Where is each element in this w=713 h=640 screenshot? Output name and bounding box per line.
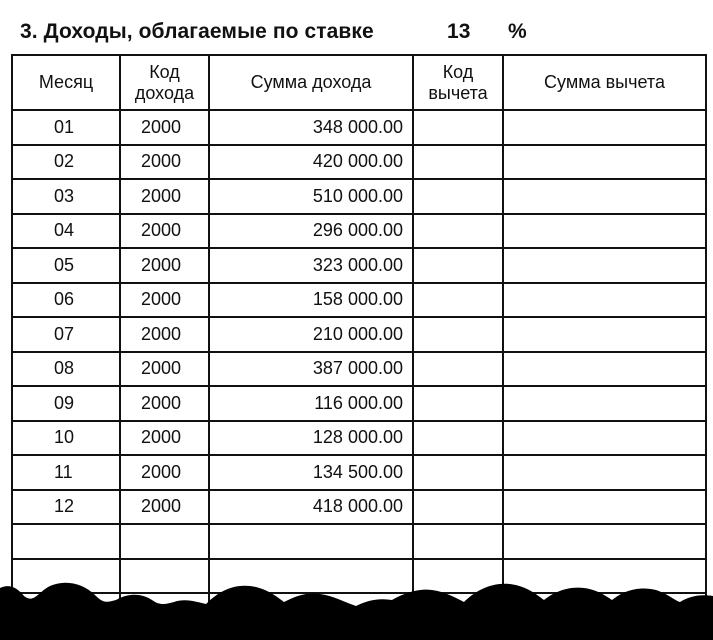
- cell-deduction-code: [413, 421, 503, 456]
- income-table: [11, 54, 707, 629]
- cell-month: 02: [12, 145, 120, 180]
- cell-month: 07: [12, 317, 120, 352]
- cell-month: 01: [12, 110, 120, 145]
- cell-deduction-code: [413, 317, 503, 352]
- section-title-text: 3. Доходы, облагаемые по ставке: [20, 20, 374, 43]
- table-row: [12, 145, 706, 180]
- cell-income-code: 2000: [120, 110, 209, 145]
- cell-deduction-amount: [503, 179, 706, 214]
- cell-month: 03: [12, 179, 120, 214]
- cell-income-amount: 210 000.00: [209, 317, 413, 352]
- empty-cell: [413, 524, 503, 559]
- cell-income-code: 2000: [120, 145, 209, 180]
- cell-deduction-amount: [503, 490, 706, 525]
- cell-income-amount: 128 000.00: [209, 421, 413, 456]
- cell-income-code: 2000: [120, 248, 209, 283]
- table-row: [12, 179, 706, 214]
- table-row: [12, 386, 706, 421]
- table-row: [12, 317, 706, 352]
- cell-month: 12: [12, 490, 120, 525]
- table-row: [12, 421, 706, 456]
- cell-month: 05: [12, 248, 120, 283]
- cell-deduction-amount: [503, 110, 706, 145]
- cell-deduction-code: [413, 110, 503, 145]
- cell-income-amount: 348 000.00: [209, 110, 413, 145]
- cell-income-amount: 134 500.00: [209, 455, 413, 490]
- cell-deduction-amount: [503, 317, 706, 352]
- header-income-code: Код дохода: [120, 55, 209, 110]
- cell-income-amount: 323 000.00: [209, 248, 413, 283]
- torn-edge-shape: [0, 583, 713, 640]
- cell-income-code: 2000: [120, 386, 209, 421]
- cell-deduction-code: [413, 248, 503, 283]
- header-deduction-amount: Сумма вычета: [503, 55, 706, 110]
- cell-income-amount: 296 000.00: [209, 214, 413, 249]
- empty-cell: [209, 524, 413, 559]
- cell-deduction-amount: [503, 283, 706, 318]
- cell-income-code: 2000: [120, 421, 209, 456]
- cell-deduction-amount: [503, 352, 706, 387]
- cell-deduction-code: [413, 352, 503, 387]
- tax-rate: 13: [447, 20, 471, 43]
- cell-deduction-amount: [503, 386, 706, 421]
- header-deduction-code: Код вычета: [413, 55, 503, 110]
- table-row: [12, 283, 706, 318]
- table-row: [12, 490, 706, 525]
- cell-income-code: 2000: [120, 490, 209, 525]
- table-row: [12, 248, 706, 283]
- cell-month: 10: [12, 421, 120, 456]
- table-row: [12, 352, 706, 387]
- cell-deduction-code: [413, 490, 503, 525]
- cell-deduction-amount: [503, 455, 706, 490]
- header-month: Месяц: [12, 55, 120, 110]
- cell-income-amount: 387 000.00: [209, 352, 413, 387]
- cell-month: 08: [12, 352, 120, 387]
- cell-deduction-code: [413, 386, 503, 421]
- cell-deduction-amount: [503, 248, 706, 283]
- cell-deduction-code: [413, 179, 503, 214]
- cell-deduction-code: [413, 455, 503, 490]
- table-row: [12, 455, 706, 490]
- cell-deduction-amount: [503, 421, 706, 456]
- cell-income-code: 2000: [120, 179, 209, 214]
- table-row: [12, 214, 706, 249]
- cell-deduction-code: [413, 145, 503, 180]
- cell-income-amount: 420 000.00: [209, 145, 413, 180]
- cell-income-amount: 158 000.00: [209, 283, 413, 318]
- cell-income-code: 2000: [120, 455, 209, 490]
- cell-deduction-amount: [503, 145, 706, 180]
- cell-income-amount: 510 000.00: [209, 179, 413, 214]
- torn-edge: [0, 580, 713, 640]
- cell-income-code: 2000: [120, 317, 209, 352]
- table-row: [12, 110, 706, 145]
- cell-month: 06: [12, 283, 120, 318]
- header-income-amount: Сумма дохода: [209, 55, 413, 110]
- cell-income-code: 2000: [120, 214, 209, 249]
- header-row: [12, 55, 706, 110]
- cell-deduction-code: [413, 283, 503, 318]
- table-row-empty: [12, 524, 706, 559]
- cell-income-code: 2000: [120, 352, 209, 387]
- cell-month: 09: [12, 386, 120, 421]
- section-title: [20, 18, 527, 46]
- empty-cell: [120, 524, 209, 559]
- cell-deduction-code: [413, 214, 503, 249]
- cell-month: 04: [12, 214, 120, 249]
- cell-deduction-amount: [503, 214, 706, 249]
- percent-sign: %: [508, 20, 527, 43]
- empty-cell: [503, 524, 706, 559]
- cell-month: 11: [12, 455, 120, 490]
- cell-income-amount: 116 000.00: [209, 386, 413, 421]
- cell-income-code: 2000: [120, 283, 209, 318]
- empty-cell: [12, 524, 120, 559]
- cell-income-amount: 418 000.00: [209, 490, 413, 525]
